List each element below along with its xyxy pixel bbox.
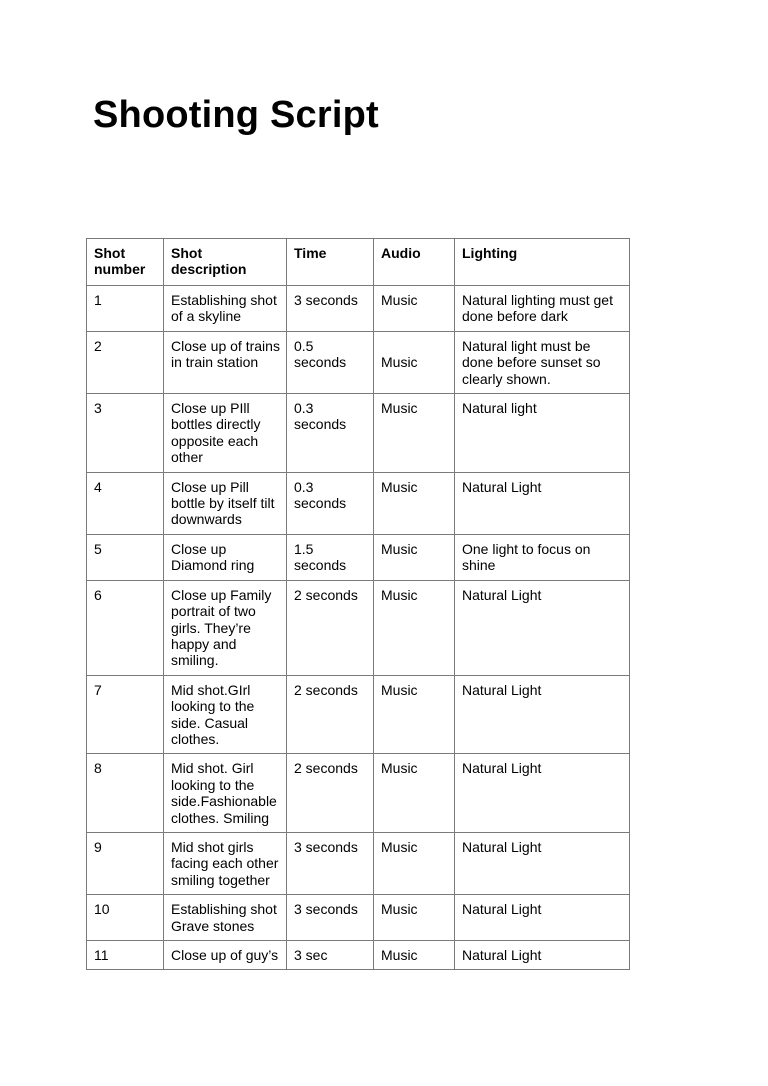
cell-time: 3 sec	[287, 941, 374, 970]
table-row	[87, 331, 630, 393]
cell-shot-number: 8	[87, 754, 164, 833]
cell-lighting: Natural Light	[455, 675, 630, 754]
cell-lighting: One light to focus on shine	[455, 534, 630, 580]
cell-shot-description: Close up Pill bottle by itself tilt downwards	[164, 472, 287, 534]
header-shot-description: Shot description	[164, 239, 287, 286]
header-row	[87, 239, 630, 286]
cell-shot-description: Establishing shot Grave stones	[164, 895, 287, 941]
cell-shot-description: Establishing shot of a skyline	[164, 286, 287, 332]
table-row	[87, 832, 630, 894]
cell-shot-description: Close up Diamond ring	[164, 534, 287, 580]
cell-audio: Music	[374, 754, 455, 833]
cell-audio: Music	[374, 394, 455, 473]
cell-lighting: Natural Light	[455, 941, 630, 970]
cell-audio: Music	[374, 675, 455, 754]
table-row	[87, 286, 630, 332]
cell-shot-number: 9	[87, 832, 164, 894]
cell-shot-number: 7	[87, 675, 164, 754]
shooting-script-table	[86, 238, 630, 970]
cell-shot-description: Close up PIll bottles directly opposite each other	[164, 394, 287, 473]
cell-time: 0.5 seconds	[287, 331, 374, 393]
cell-audio: Music	[374, 286, 455, 332]
cell-audio: Music	[374, 331, 455, 393]
cell-shot-description: Mid shot. Girl looking to the side.Fashionable clothes. Smiling	[164, 754, 287, 833]
cell-audio: Music	[374, 895, 455, 941]
cell-lighting: Natural Light	[455, 832, 630, 894]
cell-audio: Music	[374, 472, 455, 534]
cell-shot-number: 1	[87, 286, 164, 332]
table-row	[87, 580, 630, 675]
cell-audio: Music	[374, 832, 455, 894]
cell-time: 3 seconds	[287, 832, 374, 894]
header-shot-number: Shot number	[87, 239, 164, 286]
cell-lighting: Natural Light	[455, 754, 630, 833]
cell-lighting: Natural light	[455, 394, 630, 473]
cell-shot-number: 2	[87, 331, 164, 393]
cell-shot-number: 6	[87, 580, 164, 675]
cell-lighting: Natural Light	[455, 580, 630, 675]
cell-lighting: Natural light must be done before sunset so clearly shown.	[455, 331, 630, 393]
cell-time: 2 seconds	[287, 754, 374, 833]
cell-time: 1.5 seconds	[287, 534, 374, 580]
table-row	[87, 895, 630, 941]
cell-audio: Music	[374, 580, 455, 675]
header-time: Time	[287, 239, 374, 286]
page-title: Shooting Script	[93, 94, 379, 136]
cell-lighting: Natural lighting must get done before dark	[455, 286, 630, 332]
cell-time: 3 seconds	[287, 286, 374, 332]
cell-time: 0.3 seconds	[287, 472, 374, 534]
cell-shot-description: Close up of guy’s	[164, 941, 287, 970]
cell-shot-number: 10	[87, 895, 164, 941]
cell-shot-description: Close up Family portrait of two girls. They’re happy and smiling.	[164, 580, 287, 675]
header-audio: Audio	[374, 239, 455, 286]
cell-audio: Music	[374, 941, 455, 970]
cell-audio: Music	[374, 534, 455, 580]
table-row	[87, 754, 630, 833]
cell-shot-number: 4	[87, 472, 164, 534]
table-row	[87, 394, 630, 473]
cell-shot-description: Mid shot girls facing each other smiling together	[164, 832, 287, 894]
cell-time: 3 seconds	[287, 895, 374, 941]
cell-shot-number: 5	[87, 534, 164, 580]
cell-time: 2 seconds	[287, 675, 374, 754]
table-row	[87, 941, 630, 970]
cell-time: 2 seconds	[287, 580, 374, 675]
cell-shot-number: 3	[87, 394, 164, 473]
table-body	[87, 286, 630, 970]
cell-shot-number: 11	[87, 941, 164, 970]
table-row	[87, 675, 630, 754]
header-lighting: Lighting	[455, 239, 630, 286]
cell-shot-description: Close up of trains in train station	[164, 331, 287, 393]
table-row	[87, 534, 630, 580]
cell-time: 0.3 seconds	[287, 394, 374, 473]
cell-shot-description: Mid shot.GIrl looking to the side. Casual clothes.	[164, 675, 287, 754]
cell-lighting: Natural Light	[455, 895, 630, 941]
table-row	[87, 472, 630, 534]
cell-lighting: Natural Light	[455, 472, 630, 534]
table-header	[87, 239, 630, 286]
